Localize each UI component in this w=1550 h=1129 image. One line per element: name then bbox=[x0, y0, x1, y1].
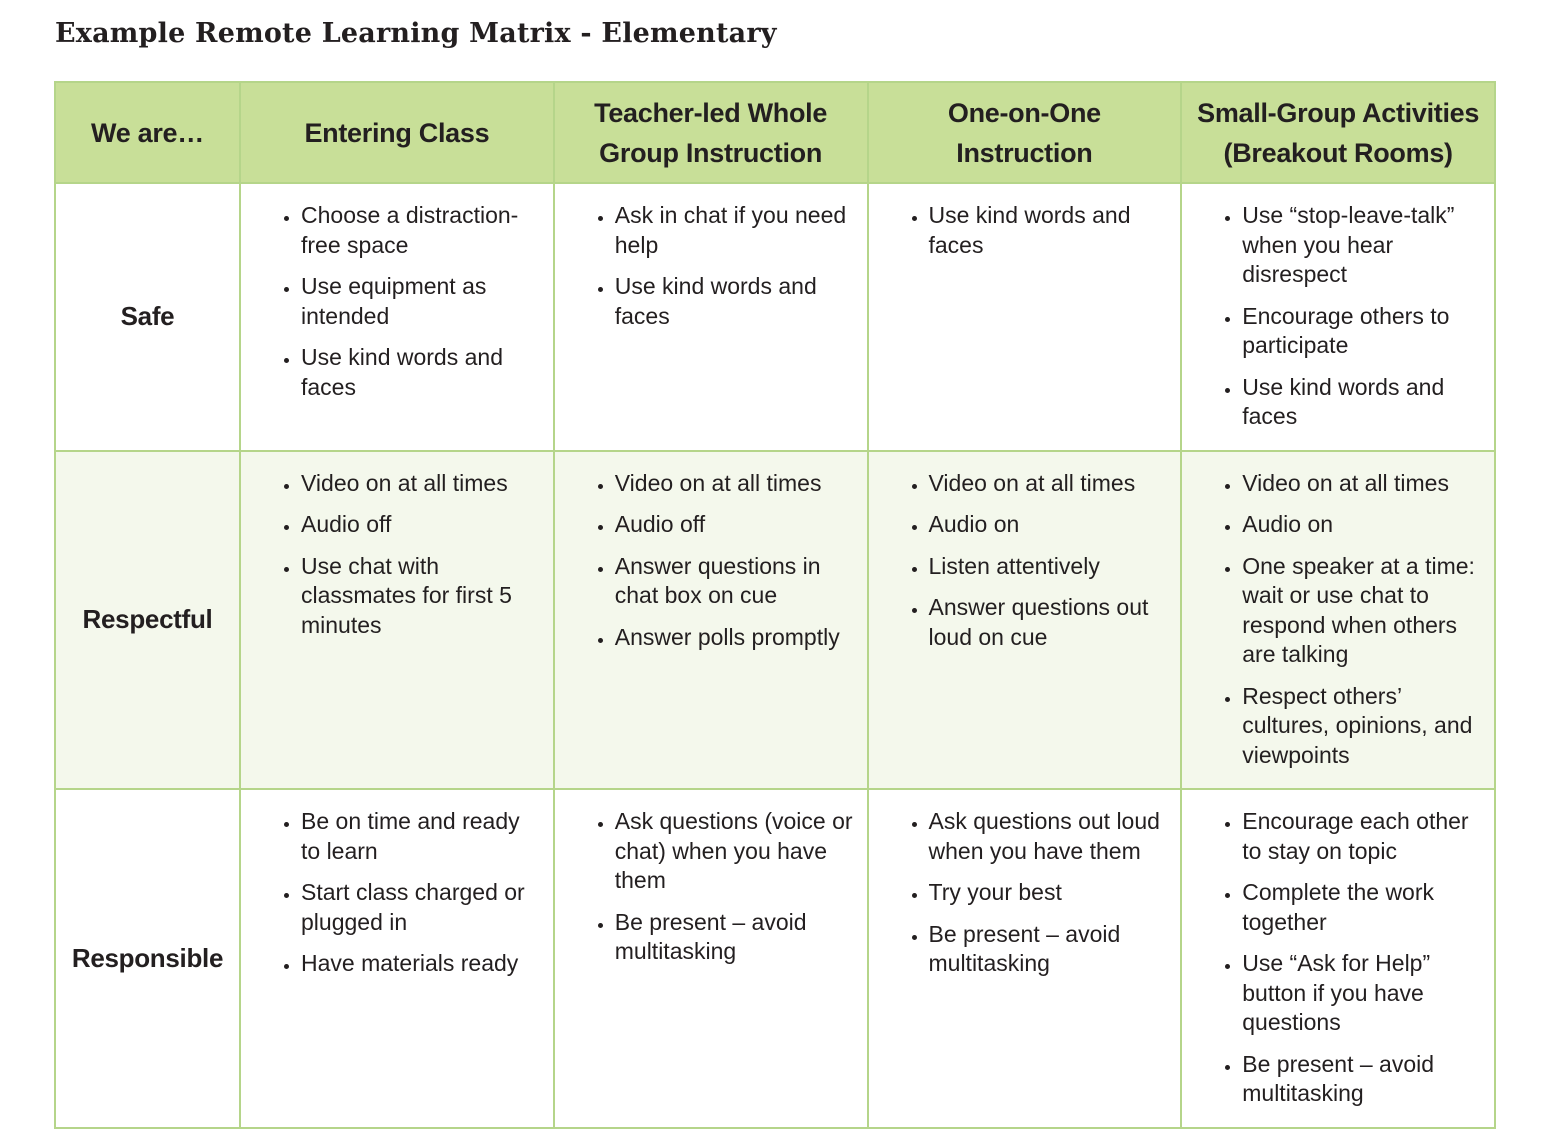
list-item: • One speaker at a time: wait or use chat to respond when others are talking bbox=[1242, 552, 1482, 670]
list-item: • Encourage each other to stay on topic bbox=[1242, 807, 1482, 866]
list-item: • Video on at all times bbox=[1242, 469, 1482, 499]
cell-respectful-entering-class bbox=[240, 451, 554, 790]
list-item: • Respect others’ cultures, opinions, and viewpoints bbox=[1242, 682, 1482, 771]
bullet-list bbox=[261, 201, 541, 402]
header-small-group-activities: Small-Group Activities (Breakout Rooms) bbox=[1181, 82, 1495, 183]
cell-safe-whole-group bbox=[554, 183, 868, 451]
header-corner: We are… bbox=[55, 82, 240, 183]
list-item: • Audio on bbox=[1242, 510, 1482, 540]
bullet-list bbox=[575, 469, 855, 653]
list-item: • Ask questions (voice or chat) when you have them bbox=[615, 807, 855, 896]
list-item: • Have materials ready bbox=[301, 949, 541, 979]
row-respectful bbox=[55, 451, 1495, 790]
list-item: • Use “stop-leave-talk” when you hear disrespect bbox=[1242, 201, 1482, 290]
cell-safe-entering-class bbox=[240, 183, 554, 451]
cell-responsible-entering-class bbox=[240, 789, 554, 1128]
row-responsible bbox=[55, 789, 1495, 1128]
header-entering-class: Entering Class bbox=[240, 82, 554, 183]
list-item: • Be present – avoid multitasking bbox=[929, 920, 1169, 979]
cell-safe-small-group bbox=[1181, 183, 1495, 451]
list-item: • Listen attentively bbox=[929, 552, 1169, 582]
bullet-list bbox=[261, 469, 541, 641]
list-item: • Choose a distraction-free space bbox=[301, 201, 541, 260]
list-item: • Video on at all times bbox=[929, 469, 1169, 499]
list-item: • Use chat with classmates for first 5 minutes bbox=[301, 552, 541, 641]
row-safe bbox=[55, 183, 1495, 451]
list-item: • Use equipment as intended bbox=[301, 272, 541, 331]
cell-respectful-whole-group bbox=[554, 451, 868, 790]
list-item: • Video on at all times bbox=[615, 469, 855, 499]
list-item: • Be present – avoid multitasking bbox=[1242, 1050, 1482, 1109]
bullet-list bbox=[575, 201, 855, 331]
bullet-list bbox=[575, 807, 855, 967]
list-item: • Use “Ask for Help” button if you have questions bbox=[1242, 949, 1482, 1038]
row-label-respectful: Respectful bbox=[55, 451, 240, 790]
bullet-list bbox=[889, 201, 1169, 260]
list-item: • Ask questions out loud when you have them bbox=[929, 807, 1169, 866]
cell-responsible-whole-group bbox=[554, 789, 868, 1128]
header-whole-group-instruction: Teacher-led Whole Group Instruction bbox=[554, 82, 868, 183]
list-item: • Audio off bbox=[301, 510, 541, 540]
cell-responsible-small-group bbox=[1181, 789, 1495, 1128]
list-item: • Answer questions in chat box on cue bbox=[615, 552, 855, 611]
row-label-responsible: Responsible bbox=[55, 789, 240, 1128]
list-item: • Try your best bbox=[929, 878, 1169, 908]
cell-respectful-one-on-one bbox=[868, 451, 1182, 790]
list-item: • Use kind words and faces bbox=[615, 272, 855, 331]
list-item: • Ask in chat if you need help bbox=[615, 201, 855, 260]
list-item: • Encourage others to participate bbox=[1242, 302, 1482, 361]
list-item: • Be present – avoid multitasking bbox=[615, 908, 855, 967]
bullet-list bbox=[261, 807, 541, 979]
list-item: • Video on at all times bbox=[301, 469, 541, 499]
row-label-safe: Safe bbox=[55, 183, 240, 451]
list-item: • Audio off bbox=[615, 510, 855, 540]
bullet-list bbox=[889, 807, 1169, 979]
behavior-matrix-table bbox=[54, 81, 1496, 1129]
bullet-list bbox=[1202, 469, 1482, 771]
list-item: • Use kind words and faces bbox=[929, 201, 1169, 260]
cell-respectful-small-group bbox=[1181, 451, 1495, 790]
cell-responsible-one-on-one bbox=[868, 789, 1182, 1128]
list-item: • Use kind words and faces bbox=[1242, 373, 1482, 432]
list-item: • Complete the work together bbox=[1242, 878, 1482, 937]
list-item: • Audio on bbox=[929, 510, 1169, 540]
list-item: • Answer polls promptly bbox=[615, 623, 855, 653]
header-one-on-one-instruction: One-on-One Instruction bbox=[868, 82, 1182, 183]
bullet-list bbox=[889, 469, 1169, 653]
header-row bbox=[55, 82, 1495, 183]
list-item: • Use kind words and faces bbox=[301, 343, 541, 402]
list-item: • Start class charged or plugged in bbox=[301, 878, 541, 937]
bullet-list bbox=[1202, 201, 1482, 432]
list-item: • Be on time and ready to learn bbox=[301, 807, 541, 866]
bullet-list bbox=[1202, 807, 1482, 1109]
cell-safe-one-on-one bbox=[868, 183, 1182, 451]
page-title: Example Remote Learning Matrix - Elementary bbox=[55, 18, 777, 49]
list-item: • Answer questions out loud on cue bbox=[929, 593, 1169, 652]
